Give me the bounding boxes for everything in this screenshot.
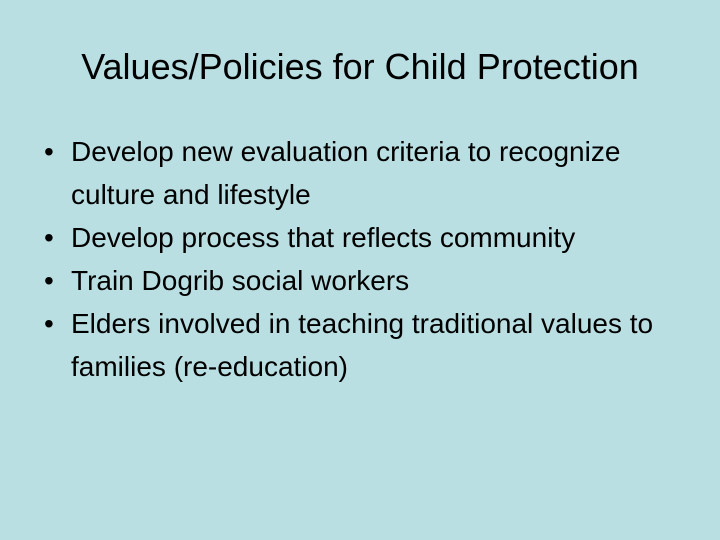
bullet-item	[44, 302, 684, 388]
bullet-text: Develop new evaluation criteria to recognize culture and lifestyle	[71, 136, 621, 210]
bullet-text: Train Dogrib social workers	[71, 265, 410, 296]
bullet-list	[44, 130, 684, 388]
bullet-item	[44, 259, 684, 302]
slide-title: Values/Policies for Child Protection	[81, 46, 639, 87]
bullet-dot: •	[44, 222, 54, 253]
bullet-text: Elders involved in teaching traditional values to families (re-education)	[71, 308, 654, 382]
bullet-dot: •	[44, 136, 54, 167]
bullet-dot: •	[44, 265, 54, 296]
bullet-dot: •	[44, 308, 54, 339]
bullet-item	[44, 216, 684, 259]
bullet-item	[44, 130, 684, 216]
bullet-text: Develop process that reflects community	[71, 222, 576, 253]
